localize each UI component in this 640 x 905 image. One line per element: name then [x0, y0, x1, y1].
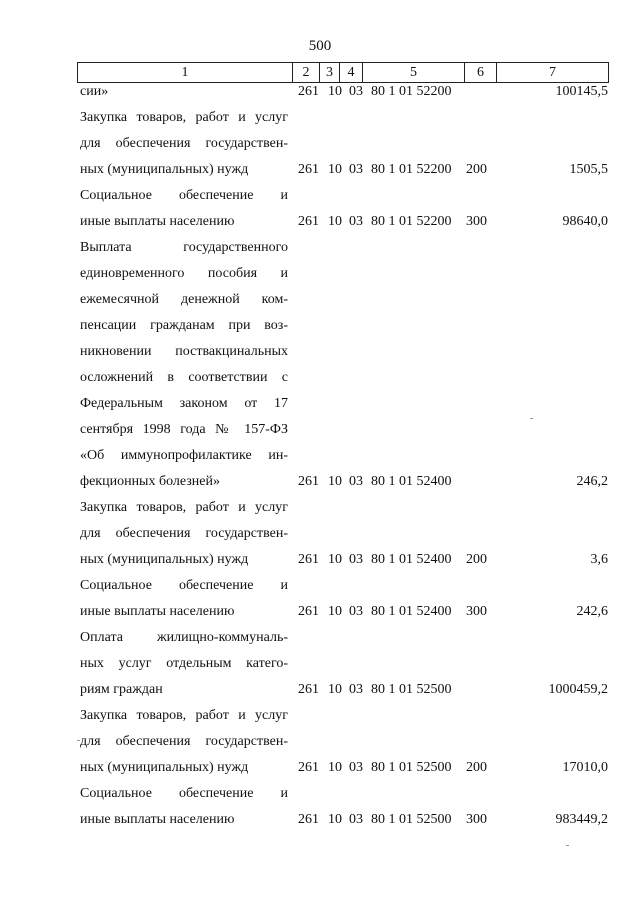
row-description: иные выплаты населению [80, 604, 235, 619]
row-col-3: 10 [328, 604, 342, 619]
row-amount: 98640,0 [562, 214, 608, 229]
row-col-3: 10 [328, 760, 342, 775]
table-row [0, 79, 640, 105]
row-description: ных (муниципальных) нужд [80, 552, 249, 567]
table-row [0, 313, 640, 339]
row-col-3: 10 [328, 162, 342, 177]
scan-speck [530, 418, 533, 419]
row-description: Оплата жилищно-коммуналь- [80, 630, 288, 645]
header-col-7: 7 [496, 63, 608, 82]
table-row [0, 261, 640, 287]
row-col-2: 261 [298, 162, 319, 177]
row-col-4: 03 [349, 604, 363, 619]
row-description: ных (муниципальных) нужд [80, 760, 249, 775]
row-description: Выплата государственного [80, 240, 288, 255]
row-description: для обеспечения государствен- [80, 734, 288, 749]
table-row [0, 209, 640, 235]
row-col-2: 261 [298, 552, 319, 567]
row-description: никновении поствакцинальных [80, 344, 288, 359]
row-col-3: 10 [328, 552, 342, 567]
row-col-2: 261 [298, 214, 319, 229]
table-row [0, 573, 640, 599]
table-row [0, 287, 640, 313]
row-col-5: 80 1 01 52400 [371, 604, 452, 619]
table-row [0, 105, 640, 131]
header-col-4: 4 [339, 63, 362, 82]
table-row [0, 495, 640, 521]
scan-speck [566, 845, 569, 846]
table-row [0, 157, 640, 183]
table-row [0, 755, 640, 781]
table-row [0, 651, 640, 677]
scan-speck [77, 740, 80, 741]
row-col-6: 300 [466, 812, 487, 827]
table-row [0, 469, 640, 495]
table-row [0, 781, 640, 807]
row-col-2: 261 [298, 474, 319, 489]
row-description: для обеспечения государствен- [80, 526, 288, 541]
row-description: Социальное обеспечение и [80, 578, 288, 593]
row-description: Закупка товаров, работ и услуг [80, 110, 288, 125]
row-amount: 1505,5 [569, 162, 608, 177]
row-col-5: 80 1 01 52500 [371, 682, 452, 697]
table-row [0, 625, 640, 651]
row-col-5: 80 1 01 52400 [371, 474, 452, 489]
table-row [0, 417, 640, 443]
row-amount: 983449,2 [555, 812, 608, 827]
row-col-2: 261 [298, 760, 319, 775]
row-col-3: 10 [328, 812, 342, 827]
row-amount: 3,6 [590, 552, 608, 567]
row-col-2: 261 [298, 84, 319, 99]
row-description: Социальное обеспечение и [80, 188, 288, 203]
table-row [0, 677, 640, 703]
row-description: сии» [80, 84, 109, 99]
table-row [0, 703, 640, 729]
row-col-4: 03 [349, 682, 363, 697]
table-row [0, 183, 640, 209]
page-number: 500 [308, 38, 332, 54]
row-amount: 246,2 [576, 474, 608, 489]
row-col-4: 03 [349, 84, 363, 99]
header-col-1: 1 [181, 65, 189, 80]
row-col-2: 261 [298, 812, 319, 827]
row-col-2: 261 [298, 682, 319, 697]
row-col-5: 80 1 01 52500 [371, 760, 452, 775]
row-col-6: 200 [466, 552, 487, 567]
row-col-6: 300 [466, 214, 487, 229]
table-row [0, 131, 640, 157]
row-col-3: 10 [328, 682, 342, 697]
table-row [0, 391, 640, 417]
header-col-6: 6 [464, 63, 496, 82]
row-col-4: 03 [349, 760, 363, 775]
row-col-4: 03 [349, 214, 363, 229]
row-description: риям граждан [80, 682, 163, 697]
row-col-3: 10 [328, 84, 342, 99]
row-description: пенсации гражданам при воз- [80, 318, 288, 333]
row-description: «Об иммунопрофилактике ин- [80, 448, 288, 463]
row-col-3: 10 [328, 214, 342, 229]
row-description: сентября 1998 года № 157-ФЗ [80, 422, 288, 437]
row-col-4: 03 [349, 552, 363, 567]
row-col-3: 10 [328, 474, 342, 489]
row-description: Закупка товаров, работ и услуг [80, 500, 288, 515]
row-description: Закупка товаров, работ и услуг [80, 708, 288, 723]
row-description: Социальное обеспечение и [80, 786, 288, 801]
row-description: иные выплаты населению [80, 214, 235, 229]
header-col-2: 2 [292, 63, 319, 82]
row-amount: 100145,5 [555, 84, 608, 99]
row-col-6: 200 [466, 162, 487, 177]
row-description: фекционных болезней» [80, 474, 220, 489]
row-col-2: 261 [298, 604, 319, 619]
row-description: ежемесячной денежной ком- [80, 292, 288, 307]
row-col-5: 80 1 01 52200 [371, 162, 452, 177]
row-col-5: 80 1 01 52500 [371, 812, 452, 827]
row-col-4: 03 [349, 474, 363, 489]
table-row [0, 729, 640, 755]
row-col-4: 03 [349, 162, 363, 177]
row-description: иные выплаты населению [80, 812, 235, 827]
row-col-5: 80 1 01 52200 [371, 84, 452, 99]
row-description: ных (муниципальных) нужд [80, 162, 249, 177]
row-col-6: 300 [466, 604, 487, 619]
row-amount: 1000459,2 [548, 682, 608, 697]
row-col-4: 03 [349, 812, 363, 827]
row-col-5: 80 1 01 52200 [371, 214, 452, 229]
table-row [0, 365, 640, 391]
row-col-5: 80 1 01 52400 [371, 552, 452, 567]
table-row [0, 521, 640, 547]
row-description: осложнений в соответствии с [80, 370, 288, 385]
table-row [0, 443, 640, 469]
row-description: для обеспечения государствен- [80, 136, 288, 151]
row-col-6: 200 [466, 760, 487, 775]
table-row [0, 547, 640, 573]
row-amount: 242,6 [576, 604, 608, 619]
row-description: ных услуг отдельным катего- [80, 656, 288, 671]
table-row [0, 599, 640, 625]
table-row [0, 339, 640, 365]
row-description: Федеральным законом от 17 [80, 396, 288, 411]
row-description: единовременного пособия и [80, 266, 288, 281]
row-amount: 17010,0 [562, 760, 608, 775]
table-row [0, 807, 640, 833]
header-col-5: 5 [362, 63, 464, 82]
header-col-3: 3 [319, 63, 339, 82]
table-row [0, 235, 640, 261]
